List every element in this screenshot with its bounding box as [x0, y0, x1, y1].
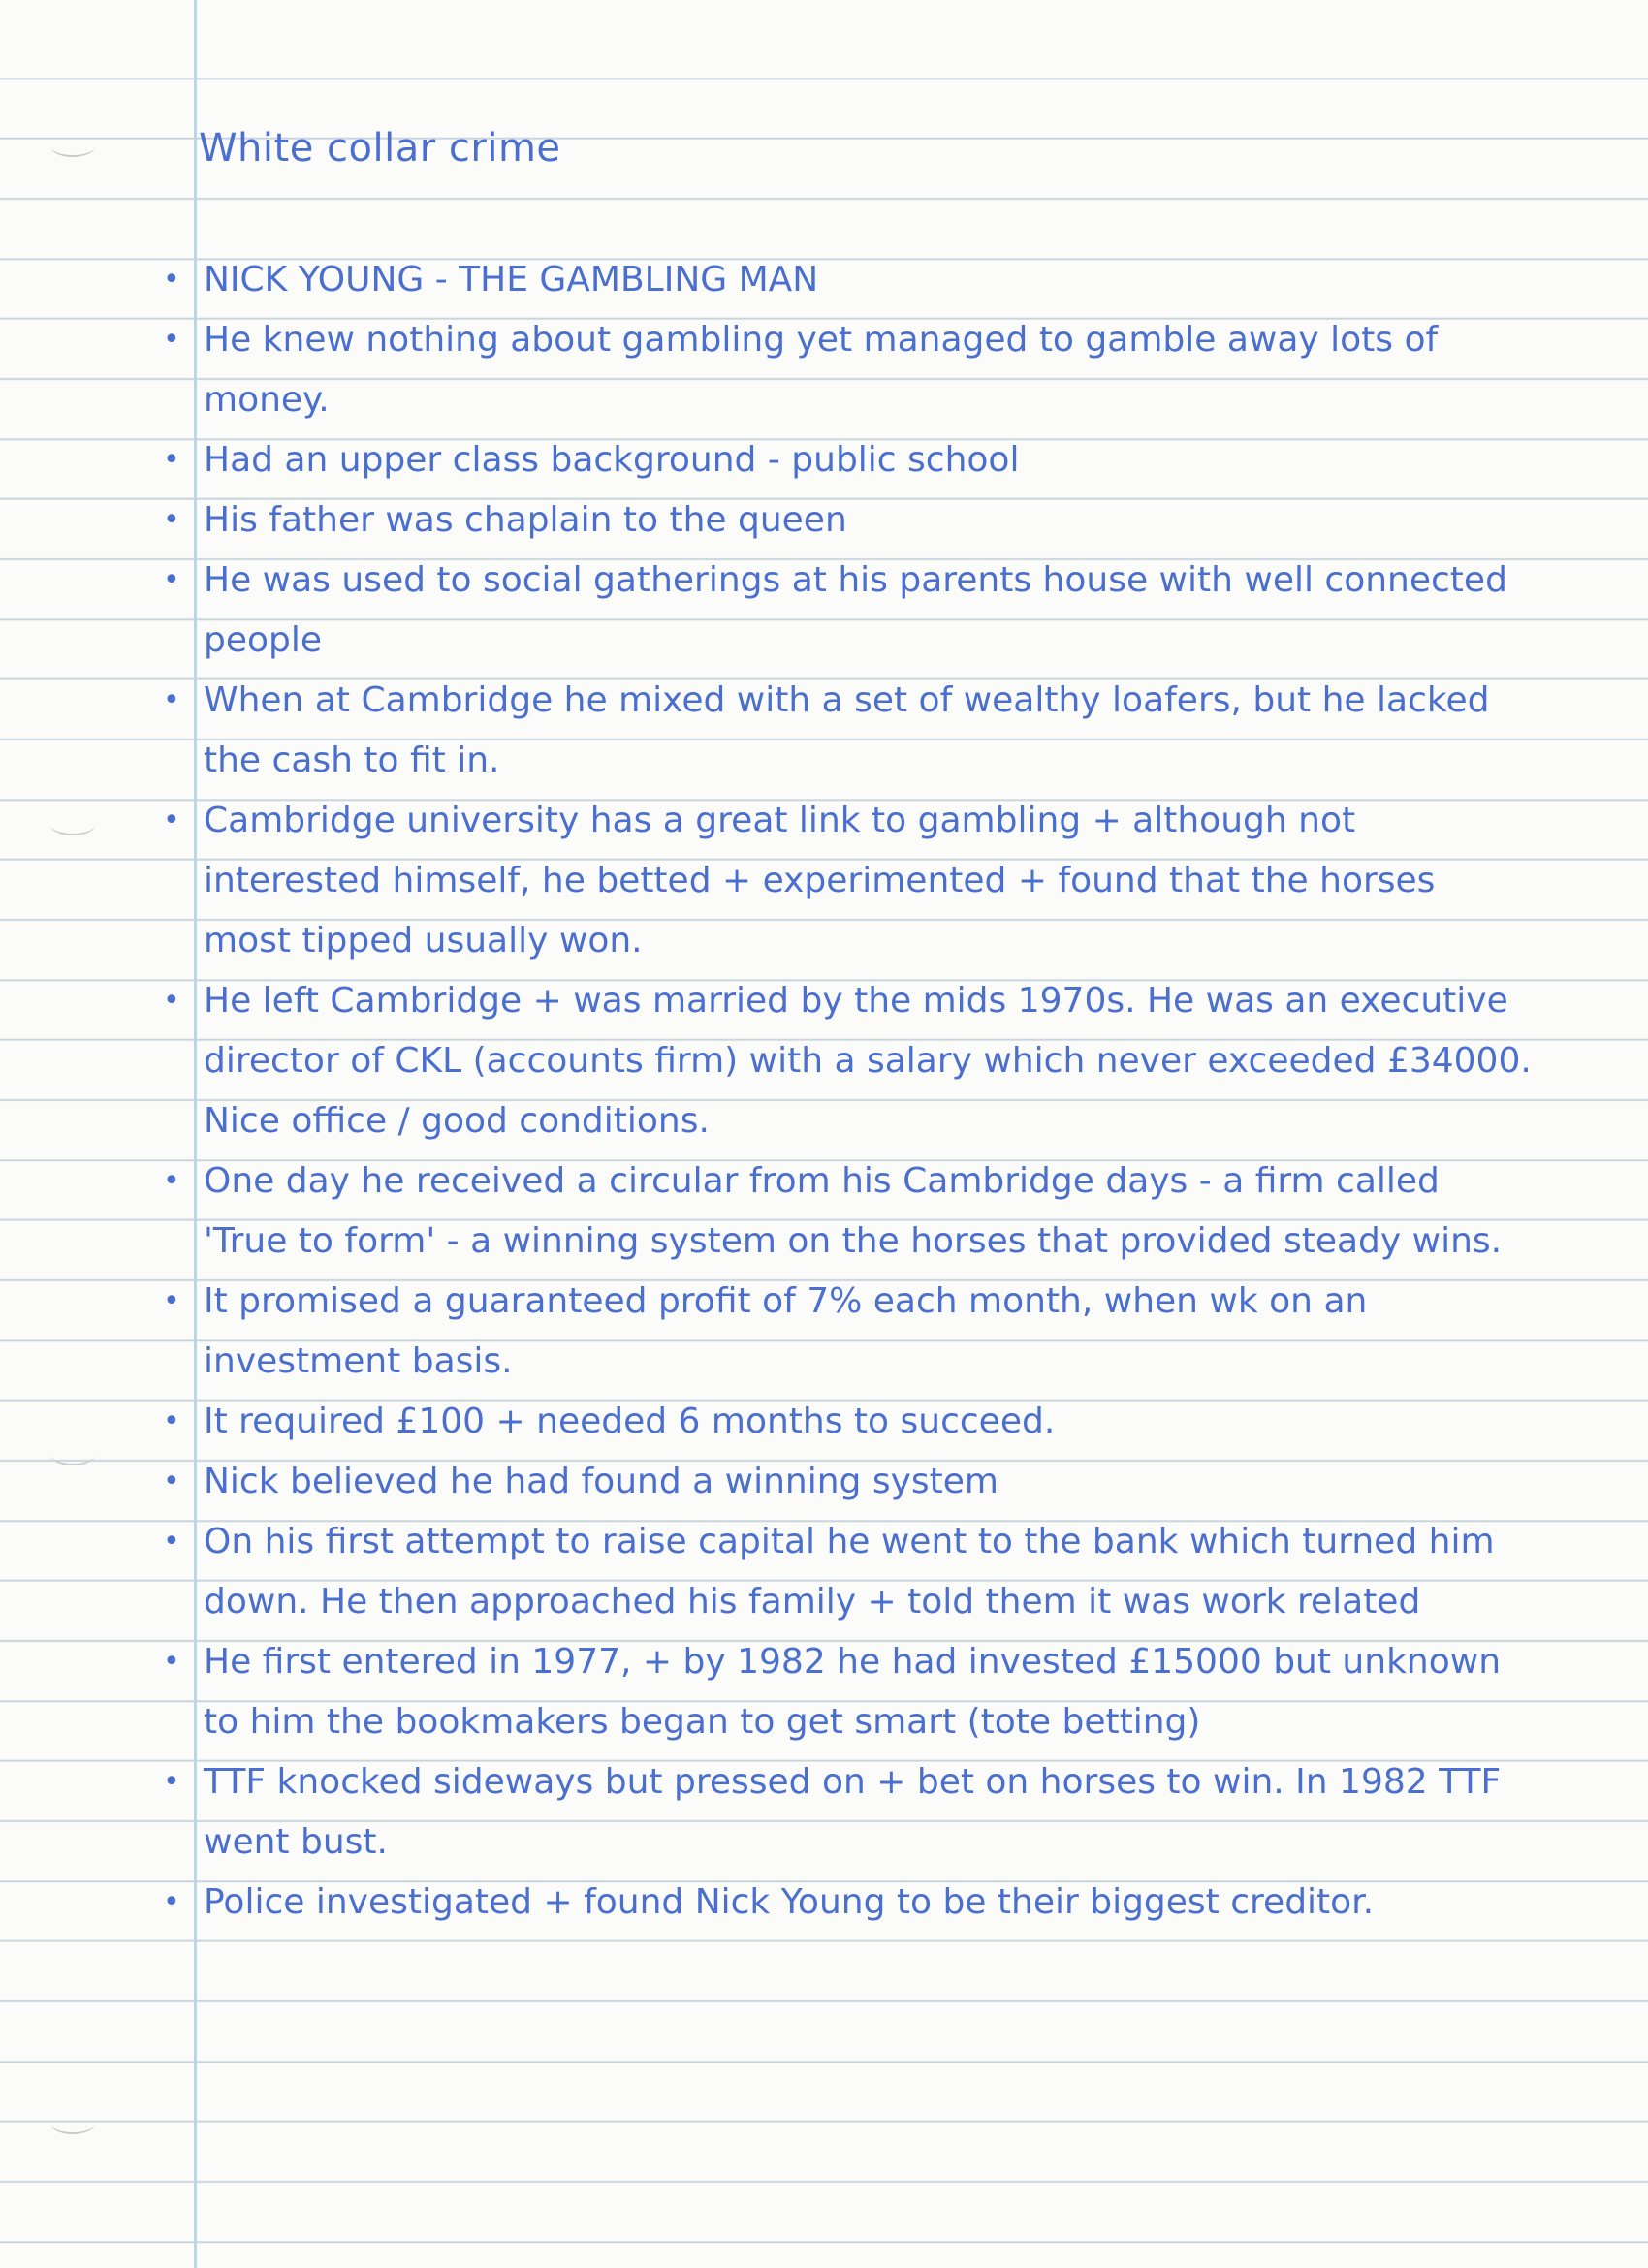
punch-hole	[50, 814, 95, 835]
bullet-icon: •	[163, 1284, 180, 1318]
page-title: White collar crime	[199, 126, 561, 171]
bullet-icon: •	[163, 1885, 180, 1919]
note-text: He first entered in 1977, + by 1982 he had invested £15000 but unknown to him the bookmakers began to get smart (tote betting)	[204, 1642, 1502, 1742]
note-item	[155, 1151, 1532, 1272]
note-item	[155, 971, 1532, 1151]
note-item	[155, 671, 1532, 791]
bullet-icon: •	[163, 984, 180, 1018]
notes-list	[155, 250, 1532, 1933]
bullet-icon: •	[163, 563, 180, 597]
note-item	[155, 490, 1532, 551]
punch-hole	[50, 1444, 95, 1465]
bullet-icon: •	[163, 263, 180, 297]
bullet-icon: •	[163, 1765, 180, 1799]
bullet-icon: •	[163, 1645, 180, 1679]
bullet-icon: •	[163, 803, 180, 837]
note-item	[155, 791, 1532, 971]
note-text: When at Cambridge he mixed with a set of wealthy loafers, but he lacked the cash to fit in.	[204, 680, 1490, 780]
note-text: He knew nothing about gambling yet managed to gamble away lots of money.	[204, 320, 1439, 420]
note-text: It required £100 + needed 6 months to succeed.	[204, 1402, 1056, 1441]
note-item	[155, 430, 1532, 490]
bullet-icon: •	[163, 443, 180, 477]
bullet-icon: •	[163, 1465, 180, 1498]
note-text: TTF knocked sideways but pressed on + bet on horses to win. In 1982 TTF went bust.	[204, 1762, 1502, 1862]
note-text: He was used to social gatherings at his parents house with well connected people	[204, 560, 1507, 660]
note-item	[155, 1392, 1532, 1452]
note-text: It promised a guaranteed profit of 7% each month, when wk on an investment basis.	[204, 1281, 1368, 1381]
note-text: On his first attempt to raise capital he went to the bank which turned him down. He then approached his family + told them it was work related	[204, 1522, 1495, 1622]
note-item	[155, 310, 1532, 430]
note-item	[155, 1632, 1532, 1752]
note-text: Nick believed he had found a winning system	[204, 1462, 998, 1501]
bullet-icon: •	[163, 1525, 180, 1559]
note-item	[155, 1873, 1532, 1933]
bullet-icon: •	[163, 683, 180, 717]
note-text: Cambridge university has a great link to gambling + although not interested himself, he betted + experimented + found that the horses most tipped usually won.	[204, 801, 1436, 961]
note-text: He left Cambridge + was married by the mids 1970s. He was an executive director of CKL (accounts firm) with a salary which never exceeded £34000. Nice office / good conditions.	[204, 981, 1532, 1141]
note-item	[155, 1272, 1532, 1392]
note-text: One day he received a circular from his Cambridge days - a firm called 'True to form' - a winning system on the horses that provided steady wins.	[204, 1161, 1503, 1261]
note-item	[155, 1512, 1532, 1632]
note-item	[155, 250, 1532, 310]
punch-hole	[50, 136, 95, 157]
note-item	[155, 551, 1532, 671]
note-text: Had an upper class background - public school	[204, 440, 1020, 480]
note-text: His father was chaplain to the queen	[204, 500, 847, 540]
bullet-icon: •	[163, 1404, 180, 1438]
note-item	[155, 1752, 1532, 1873]
bullet-icon: •	[163, 323, 180, 357]
bullet-icon: •	[163, 1164, 180, 1198]
bullet-icon: •	[163, 503, 180, 537]
note-text: Police investigated + found Nick Young to be their biggest creditor.	[204, 1882, 1375, 1922]
note-item	[155, 1452, 1532, 1512]
note-text: NICK YOUNG - THE GAMBLING MAN	[204, 260, 819, 299]
punch-hole	[50, 2113, 95, 2134]
